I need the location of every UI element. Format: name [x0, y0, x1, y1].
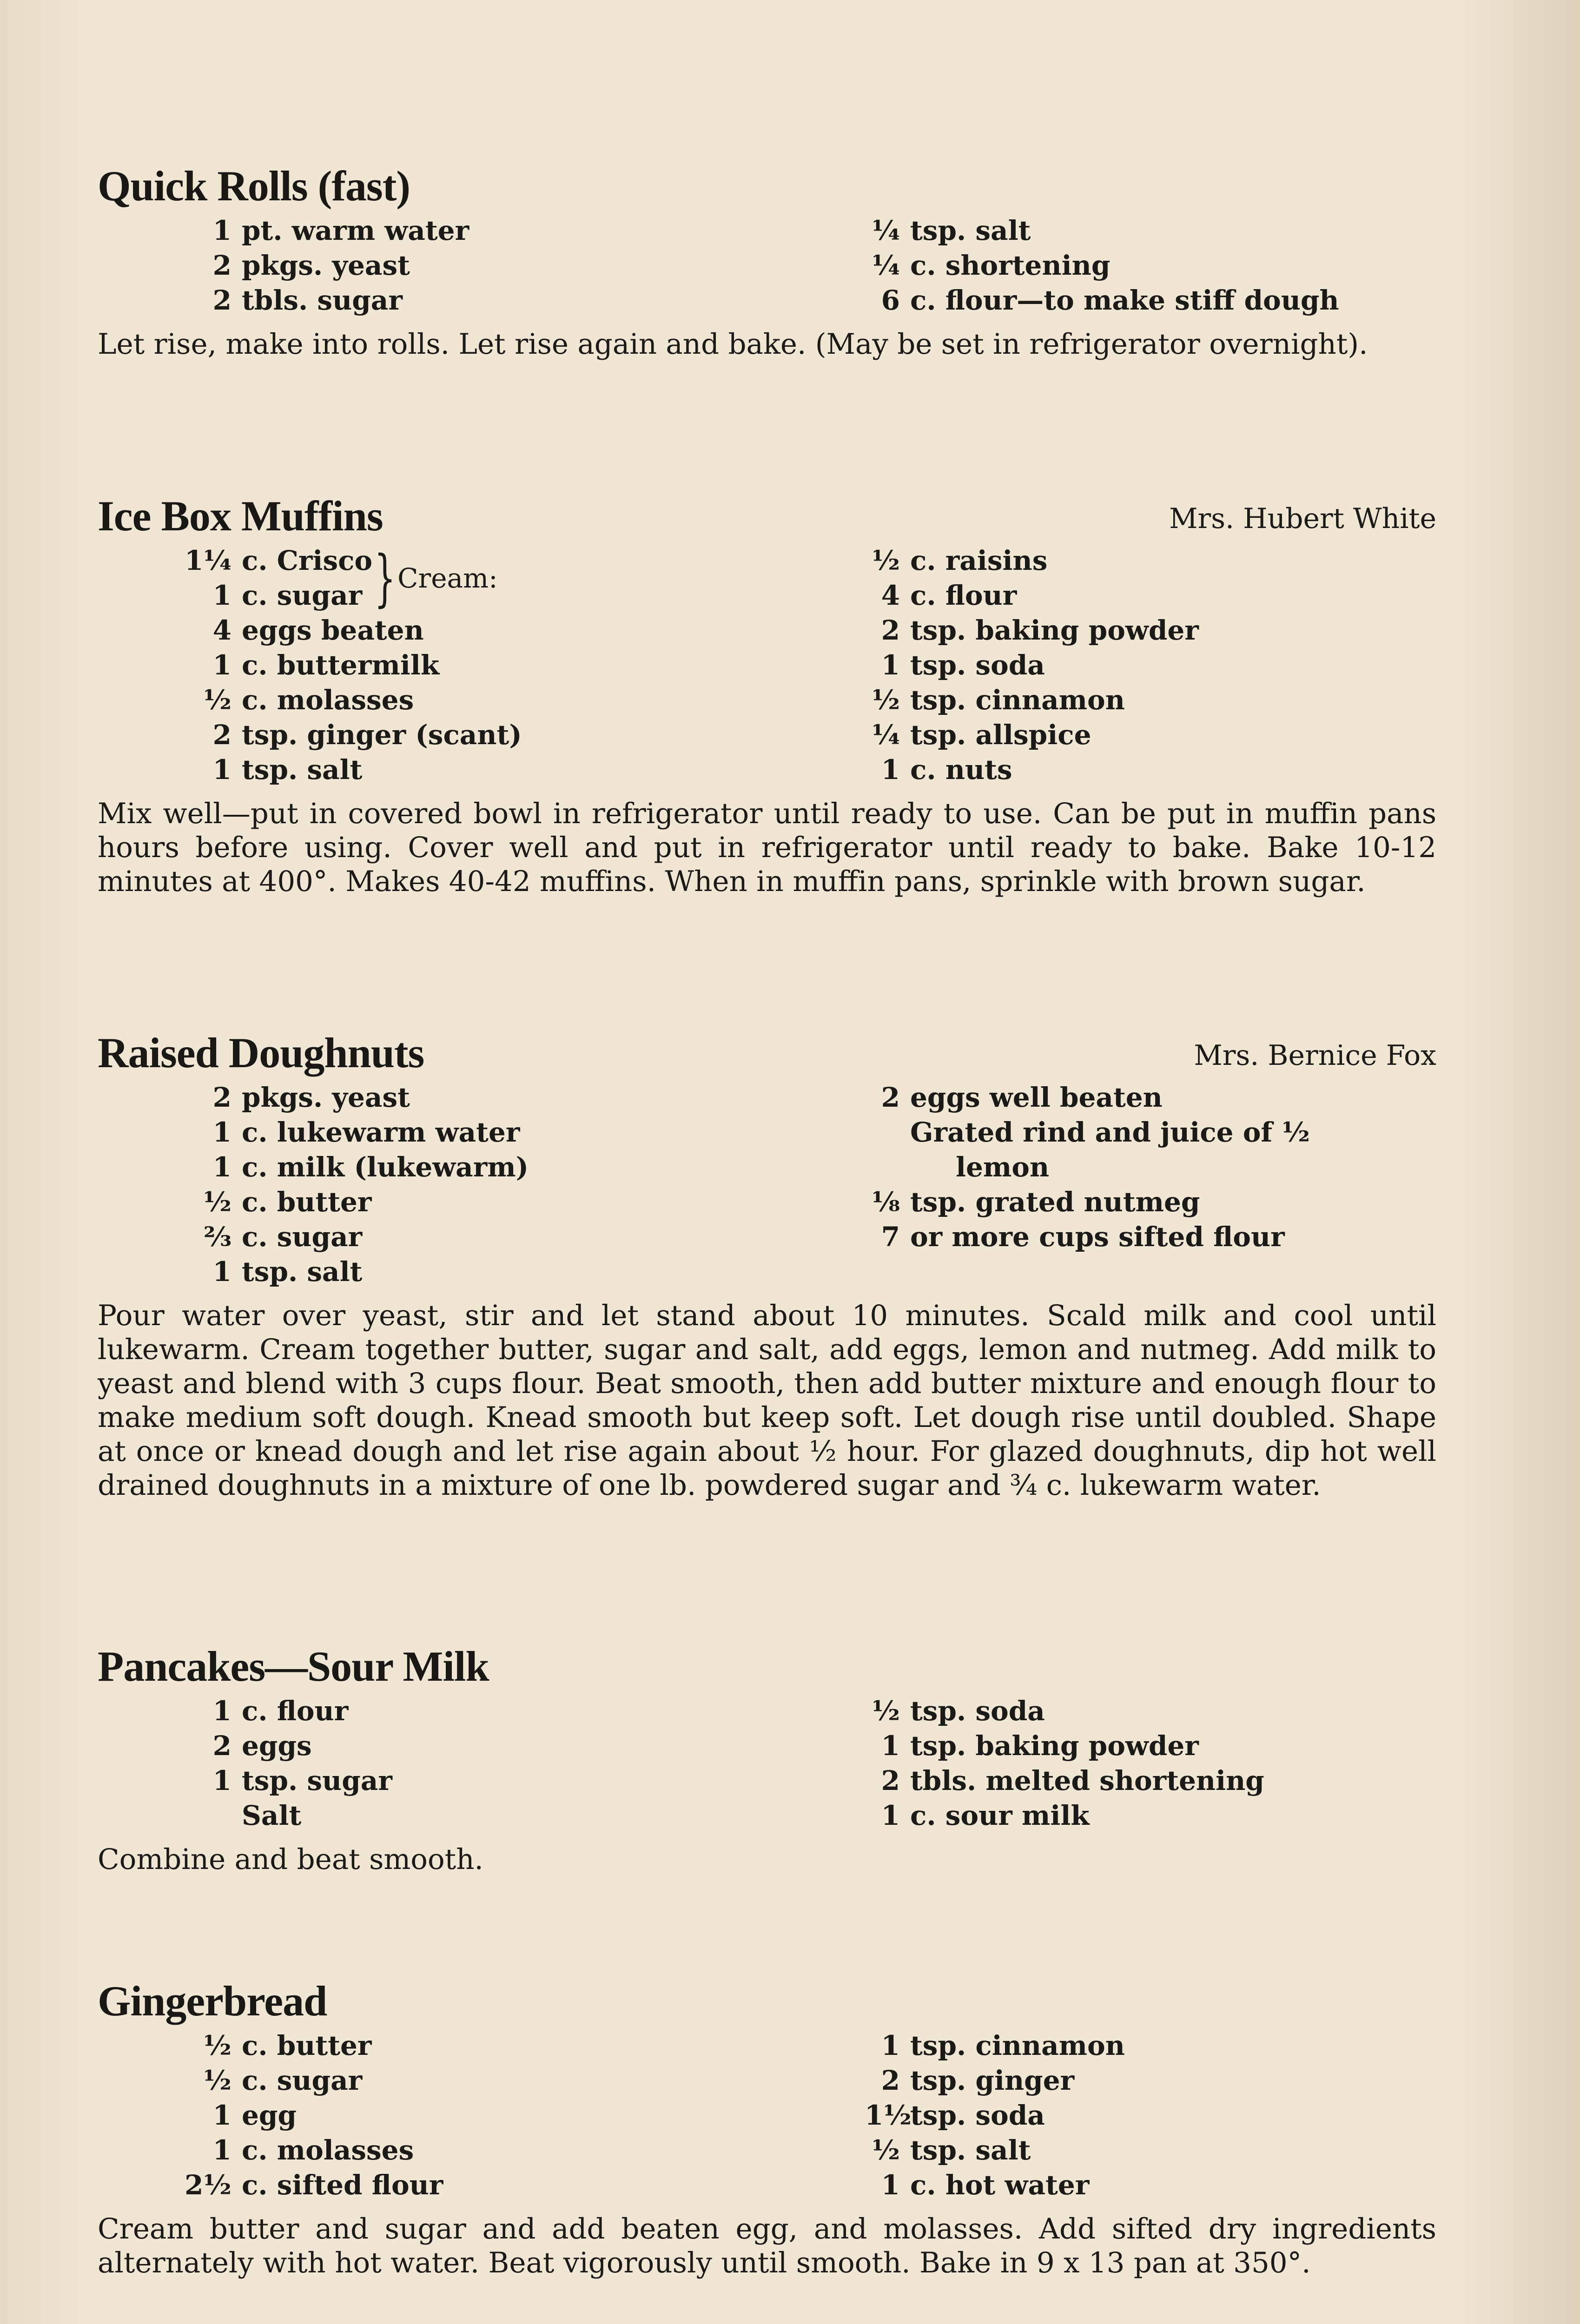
recipe-ice-box-muffins	[98, 490, 1436, 898]
ingredient	[865, 2133, 1436, 2168]
ingredient-qty: 1	[881, 1800, 900, 1831]
ingredient	[98, 2028, 865, 2063]
ingredients-right	[865, 213, 1436, 318]
ingredient	[98, 1763, 865, 1798]
recipe-gingerbread	[98, 1975, 1436, 2280]
ingredient-qty: 2	[212, 1082, 231, 1113]
ingredient-text: c. raisins	[910, 545, 1048, 576]
ingredient-text: pkgs. yeast	[242, 250, 410, 281]
ingredient-qty: ½	[872, 1695, 900, 1727]
ingredient-qty: 1½	[865, 2100, 912, 2131]
ingredient-qty: 4	[881, 580, 900, 611]
ingredient-qty: 1	[212, 2134, 231, 2166]
ingredient	[98, 543, 372, 578]
ingredient-text: c. butter	[242, 1186, 372, 1218]
ingredient	[98, 1694, 865, 1729]
ingredient	[98, 1115, 865, 1150]
ingredient-text: c. hot water	[910, 2169, 1090, 2201]
ingredient-text: c. milk (lukewarm)	[242, 1151, 529, 1183]
ingredients-left	[98, 2028, 865, 2203]
ingredient	[98, 248, 865, 283]
ingredient-qty: ⅛	[872, 1186, 900, 1218]
ingredient	[865, 1763, 1436, 1798]
ingredients-right	[865, 1694, 1436, 1833]
ingredient	[98, 2098, 865, 2133]
cream-items	[98, 543, 372, 613]
ingredient	[865, 718, 1436, 753]
ingredient-text: tsp. sugar	[242, 1765, 392, 1796]
ingredient-qty: 1	[212, 1765, 231, 1796]
ingredient-qty: 1	[212, 1151, 231, 1183]
ingredient-text: egg	[242, 2100, 297, 2131]
ingredient-qty: 1	[881, 649, 900, 681]
recipe-quick-rolls	[98, 160, 1436, 361]
ingredient-qty: 1	[212, 2100, 231, 2131]
ingredients-left	[98, 543, 865, 787]
ingredient	[865, 1729, 1436, 1763]
ingredient-qty: 1	[881, 1730, 900, 1762]
ingredient	[98, 613, 865, 648]
ingredient-qty: ¼	[872, 250, 900, 281]
ingredient-text: c. buttermilk	[242, 649, 440, 681]
ingredient-text: eggs beaten	[242, 614, 424, 646]
ingredient-qty: 1	[212, 1116, 231, 1148]
ingredient-text: tsp. salt	[242, 754, 363, 786]
ingredient-qty: 2	[212, 250, 231, 281]
recipe-title: Pancakes—Sour Milk	[98, 1643, 489, 1690]
ingredients-left	[98, 1080, 865, 1289]
ingredient-qty: 1	[212, 215, 231, 246]
ingredient-text: tsp. grated nutmeg	[910, 1186, 1200, 1218]
ingredients-right	[865, 543, 1436, 787]
ingredient	[98, 578, 372, 613]
ingredient-qty: 1	[881, 2030, 900, 2061]
ingredient	[865, 1185, 1436, 1220]
ingredient	[98, 2063, 865, 2098]
ingredient-qty: 4	[212, 614, 231, 646]
ingredient-text: c. flour—to make stiff dough	[910, 284, 1339, 316]
ingredient-qty: ½	[872, 684, 900, 716]
ingredient-text: tsp. baking powder	[910, 614, 1199, 646]
ingredient	[865, 543, 1436, 578]
ingredient	[865, 1220, 1436, 1254]
recipe-directions: Cream butter and sugar and add beaten egg, and molasses. Add sifted dry ingredients alternately with hot water. Beat vigorously until smooth. Bake in 9 x 13 pan at 350°.	[98, 2212, 1436, 2279]
ingredient-columns	[98, 1694, 1436, 1833]
ingredient-text: c. sugar	[242, 2065, 363, 2096]
ingredient	[98, 213, 865, 248]
ingredient-qty: 1	[212, 649, 231, 681]
ingredient	[865, 2098, 1436, 2133]
ingredient-qty: 2	[212, 1730, 231, 1762]
ingredient-qty: ¼	[872, 215, 900, 246]
ingredient-text: tsp. ginger (scant)	[242, 719, 522, 751]
ingredient-columns	[98, 213, 1436, 318]
recipe-title: Raised Doughnuts	[98, 1029, 424, 1076]
ingredient-qty: ⅔	[203, 1221, 231, 1253]
ingredient	[865, 648, 1436, 683]
ingredient-text: c. lukewarm water	[242, 1116, 520, 1148]
ingredient	[98, 1185, 865, 1220]
ingredient	[98, 753, 865, 787]
recipe-header	[98, 1641, 1436, 1692]
ingredient-text: Grated rind and juice of ½	[910, 1116, 1310, 1148]
ingredient-qty: 2	[881, 1765, 900, 1796]
ingredient-text: tsp. soda	[910, 2100, 1045, 2131]
recipe-directions: Let rise, make into rolls. Let rise again and bake. (May be set in refrigerator overnight).	[98, 328, 1368, 361]
recipe-directions: Combine and beat smooth.	[98, 1843, 483, 1876]
ingredient-qty: 1	[212, 580, 231, 611]
ingredient	[98, 1254, 865, 1289]
ingredient-text: tbls. melted shortening	[910, 1765, 1264, 1796]
ingredients-left	[98, 213, 865, 318]
ingredient	[98, 2133, 865, 2168]
ingredient-qty: 2	[212, 719, 231, 751]
ingredient-qty: 1	[881, 754, 900, 786]
ingredient-text: c. flour	[910, 580, 1017, 611]
ingredient-text: c. sugar	[242, 580, 363, 611]
ingredient-qty: ½	[203, 2065, 231, 2096]
ingredient-text: eggs	[242, 1730, 312, 1762]
ingredients-right	[865, 2028, 1436, 2203]
recipe-raised-doughnuts	[98, 1027, 1436, 1502]
ingredient-text: pkgs. yeast	[242, 1082, 410, 1113]
recipe-header	[98, 1975, 1436, 2027]
ingredient	[98, 648, 865, 683]
ingredient-qty: ½	[203, 684, 231, 716]
ingredient-text: lemon	[956, 1151, 1050, 1183]
ingredient-text: c. flour	[242, 1695, 349, 1727]
ingredient-text: eggs well beaten	[910, 1082, 1163, 1113]
ingredient-text: c. Crisco	[242, 545, 373, 576]
ingredient-qty: ½	[203, 1186, 231, 1218]
ingredient-qty: 1	[212, 754, 231, 786]
ingredient	[865, 283, 1436, 318]
ingredient	[98, 1080, 865, 1115]
ingredient-text: c. molasses	[242, 684, 414, 716]
recipe-header	[98, 490, 1436, 541]
ingredient	[98, 2168, 865, 2203]
ingredient	[98, 1150, 865, 1185]
ingredient	[865, 1080, 1436, 1115]
recipe-title: Gingerbread	[98, 1977, 327, 2025]
ingredient-text: tsp. allspice	[910, 719, 1091, 751]
ingredient-qty: ½	[872, 545, 900, 576]
recipe-credit: Mrs. Hubert White	[1169, 502, 1436, 535]
ingredient-qty: ½	[203, 2030, 231, 2061]
ingredient	[865, 1798, 1436, 1833]
recipe-header	[98, 1027, 1436, 1078]
ingredient-columns	[98, 543, 1436, 787]
ingredient	[98, 283, 865, 318]
ingredient-text: tsp. salt	[910, 215, 1031, 246]
ingredient	[865, 2168, 1436, 2203]
ingredient-text: tsp. ginger	[910, 2065, 1075, 2096]
ingredient-text: tsp. salt	[910, 2134, 1031, 2166]
ingredient-text: or more cups sifted flour	[910, 1221, 1285, 1253]
ingredient-qty: 1¼	[185, 545, 231, 576]
ingredient-columns	[98, 2028, 1436, 2203]
ingredient	[865, 1694, 1436, 1729]
ingredient-qty: 1	[881, 2169, 900, 2201]
ingredient-qty: 2½	[185, 2169, 231, 2201]
ingredient-text: tsp. soda	[910, 649, 1045, 681]
ingredient-text: tsp. cinnamon	[910, 684, 1125, 716]
ingredient-text: Salt	[242, 1800, 302, 1831]
ingredient-text: tsp. cinnamon	[910, 2030, 1125, 2061]
ingredient	[865, 248, 1436, 283]
ingredients-left	[98, 1694, 865, 1833]
ingredient-text: tsp. salt	[242, 1256, 363, 1287]
brace-icon: }	[374, 542, 396, 614]
ingredient-text: pt. warm water	[242, 215, 469, 246]
ingredient-qty: 2	[881, 614, 900, 646]
ingredient	[865, 683, 1436, 718]
ingredient-text: c. butter	[242, 2030, 372, 2061]
ingredient-qty: 2	[212, 284, 231, 316]
ingredient	[865, 753, 1436, 787]
ingredient	[865, 1115, 1436, 1150]
recipe-title: Quick Rolls (fast)	[98, 162, 410, 210]
ingredients-right	[865, 1080, 1436, 1289]
recipe-header	[98, 160, 1436, 211]
recipe-credit: Mrs. Bernice Fox	[1194, 1039, 1436, 1072]
ingredient	[865, 2063, 1436, 2098]
ingredient-qty: 7	[881, 1221, 900, 1253]
ingredient	[865, 613, 1436, 648]
ingredient	[865, 213, 1436, 248]
ingredient-text: c. shortening	[910, 250, 1111, 281]
recipe-title: Ice Box Muffins	[98, 492, 383, 540]
ingredient-text: c. sugar	[242, 1221, 363, 1253]
ingredient-text: c. nuts	[910, 754, 1012, 786]
ingredient-qty: 1	[212, 1695, 231, 1727]
ingredient-text: c. sour milk	[910, 1800, 1090, 1831]
ingredient	[98, 683, 865, 718]
ingredient-qty: ¼	[872, 719, 900, 751]
ingredient-text: c. molasses	[242, 2134, 414, 2166]
ingredient-text: c. sifted flour	[242, 2169, 443, 2201]
ingredient	[98, 1729, 865, 1763]
recipe-directions: Pour water over yeast, stir and let stand about 10 minutes. Scald milk and cool until lukewarm. Cream together butter, sugar and salt, add eggs, lemon and nutmeg. Add milk to yeast and blend with 3 cups flour. Beat smooth, then add butter mixture and enough flour to make medium soft dough. Knead smooth but keep soft. Let dough rise until doubled. Shape at once or knead dough and let rise again about ½ hour. For glazed doughnuts, dip hot well drained doughnuts in a mixture of one lb. powdered sugar and ¾ c. lukewarm water.	[98, 1299, 1436, 1502]
ingredient	[865, 1150, 1436, 1185]
ingredient	[865, 2028, 1436, 2063]
ingredient	[98, 1798, 865, 1833]
cream-group	[98, 543, 865, 613]
ingredient-text: tsp. soda	[910, 1695, 1045, 1727]
ingredient-qty: 2	[881, 2065, 900, 2096]
cream-label: Cream:	[397, 562, 498, 594]
recipe-directions: Mix well—put in covered bowl in refrigerator until ready to use. Can be put in muffin pans hours before using. Cover well and put in refrigerator until ready to bake. Bake 10-12 minutes at 400°. Makes 40-42 muffins. When in muffin pans, sprinkle with brown sugar.	[98, 797, 1436, 898]
ingredient	[98, 718, 865, 753]
ingredient-columns	[98, 1080, 1436, 1289]
ingredient-qty: 2	[881, 1082, 900, 1113]
ingredient-qty: 1	[212, 1256, 231, 1287]
ingredient-text: tbls. sugar	[242, 284, 403, 316]
ingredient-qty: ½	[872, 2134, 900, 2166]
ingredient	[865, 578, 1436, 613]
recipe-pancakes	[98, 1641, 1436, 1876]
ingredient	[98, 1220, 865, 1254]
ingredient-qty: 6	[881, 284, 900, 316]
ingredient-text: tsp. baking powder	[910, 1730, 1199, 1762]
